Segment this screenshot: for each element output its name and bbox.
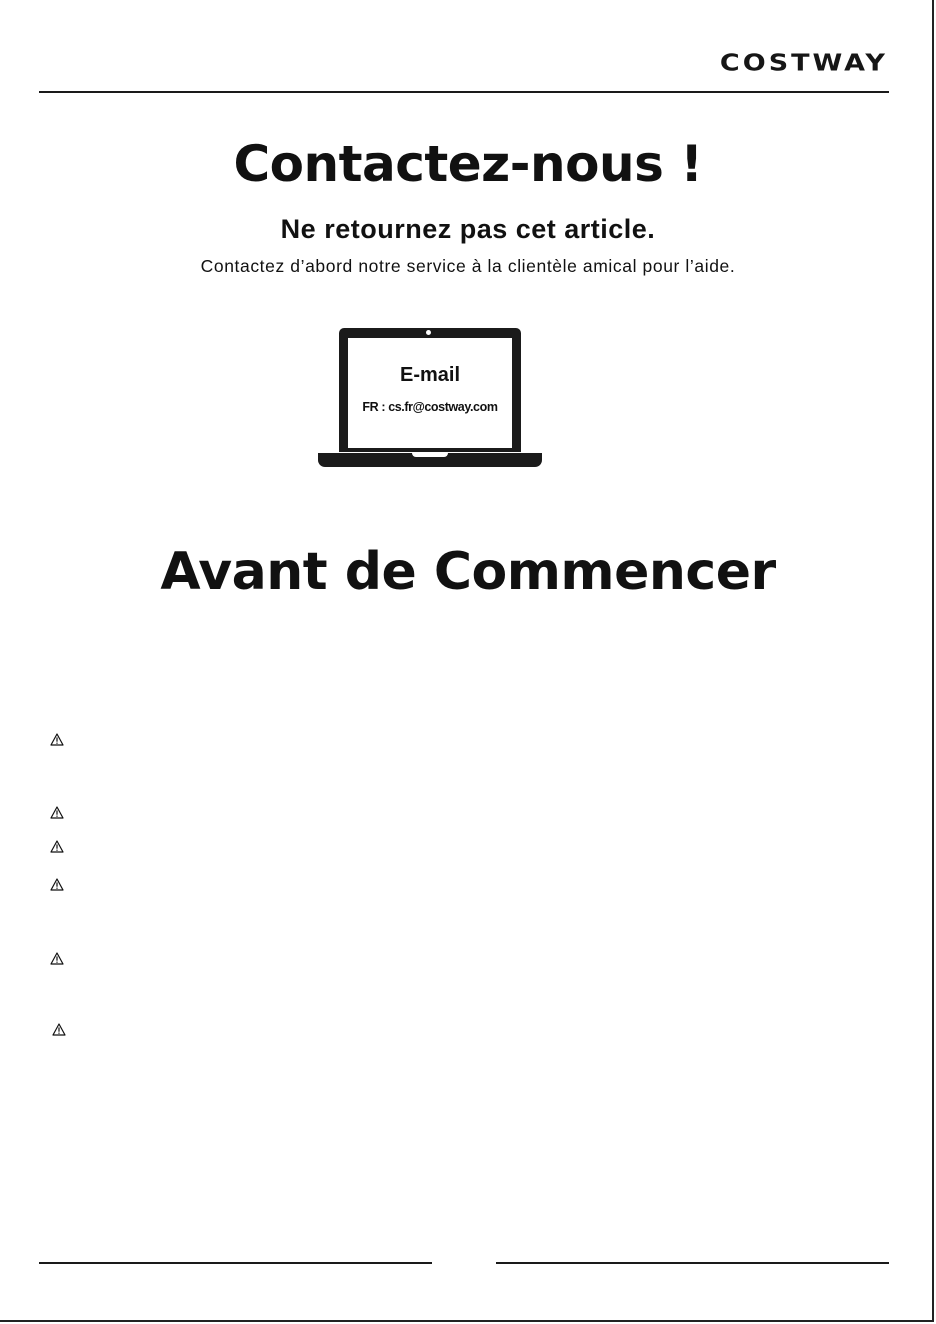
laptop-display: [348, 338, 512, 448]
contact-title-text: Contactez-nous !: [233, 135, 703, 193]
brand-logo: COSTWAY: [719, 50, 888, 77]
warning-triangle-icon: [50, 878, 64, 891]
warning-triangle-icon: [50, 806, 64, 819]
contact-subtext: Contactez d’abord notre service à la clientèle amical pour l’aide.: [200, 256, 736, 276]
section-title: Avant de Commencer: [160, 542, 776, 602]
laptop-base: [318, 453, 542, 467]
laptop-icon: [339, 328, 521, 452]
footer-divider-left: [39, 1262, 432, 1264]
warning-triangle-icon: [50, 733, 64, 746]
email-label: E-mail: [399, 364, 461, 386]
laptop-notch: [412, 453, 448, 457]
email-address[interactable]: FR : cs.fr@costway.com: [362, 400, 498, 414]
footer-divider-right: [496, 1262, 889, 1264]
do-not-return-heading: Ne retournez pas cet article.: [280, 214, 656, 244]
warning-triangle-icon: [50, 840, 64, 853]
contact-title: [0, 135, 936, 193]
warning-triangle-icon: [52, 1023, 66, 1036]
laptop-camera: [426, 330, 431, 335]
header-divider: [39, 91, 889, 93]
warning-triangle-icon: [50, 952, 64, 965]
